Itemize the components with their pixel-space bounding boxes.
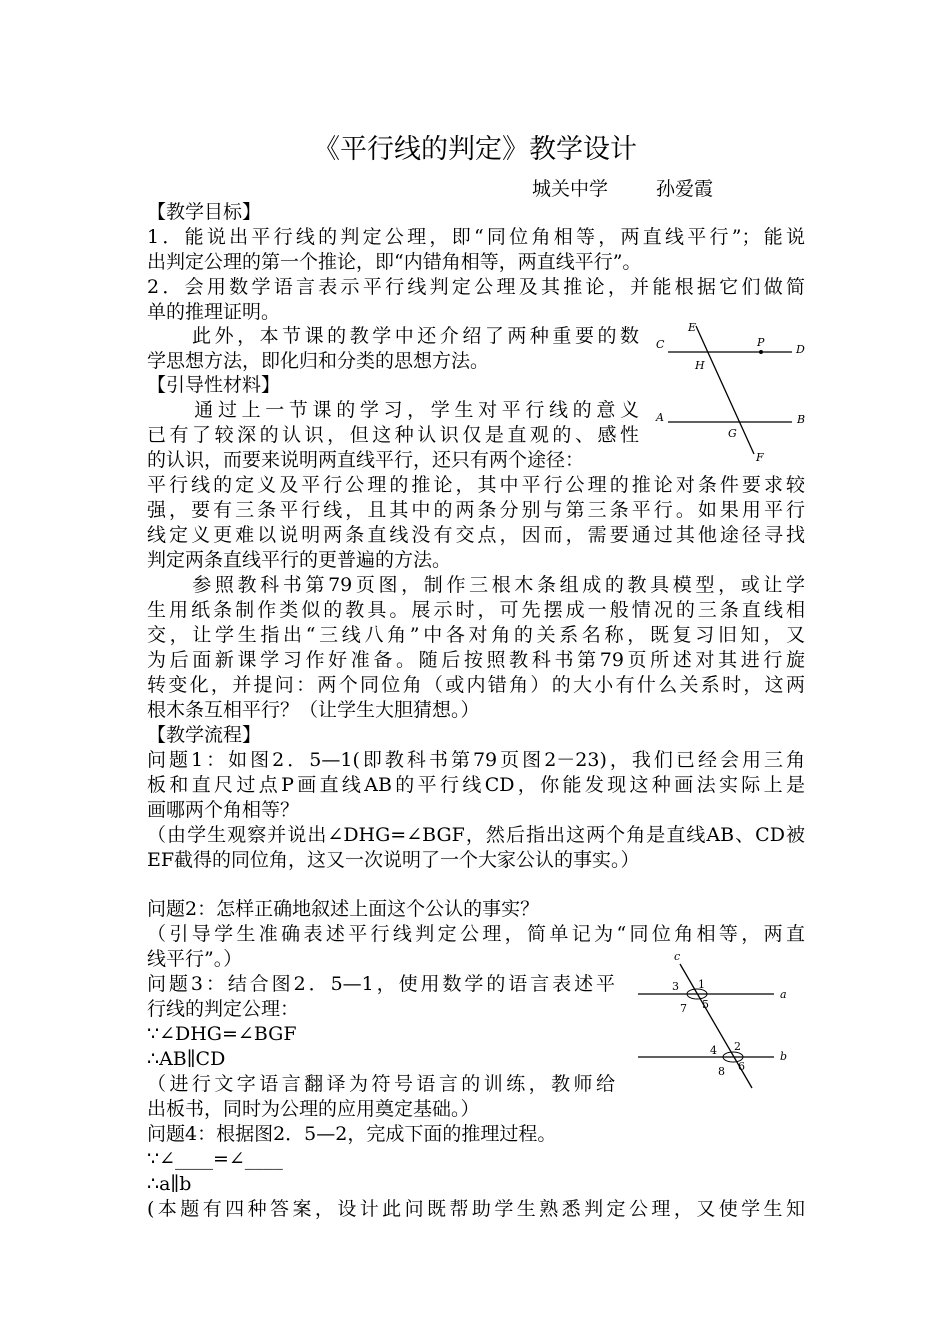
text-line: （引导学生准确表述平行线判定公理，简单记为“同位角相等，两直 [147,923,805,945]
text-line: (本题有四种答案，设计此问既帮助学生熟悉判定公理，又使学生知 [147,1198,805,1220]
angle-label-1: 1 [698,978,705,991]
text-line: 板和直尺过点P画直线AB的平行线CD，你能发现这种画法实际上是 [147,774,805,796]
angle-label-5: 5 [702,998,709,1011]
point-p [759,350,763,354]
label-e: E [688,321,697,334]
text-line: EF截得的同位角，这又一次说明了一个大家公认的事实。） [147,849,640,871]
text-line: 的认识，而要来说明两直线平行，还只有两个途径： [147,449,585,471]
label-f: F [756,451,764,464]
label-c: c [674,950,681,963]
math-line: ∵∠DHG=∠BGF [147,1023,297,1045]
text-line: 参照教科书第79页图，制作三根木条组成的教具模型，或让学 [147,574,805,596]
angle-label-2: 2 [734,1040,741,1053]
label-a: a [780,988,787,1001]
label-h: H [695,359,705,372]
label-c: C [656,338,665,351]
text-line: 问题3：结合图2．5—1，使用数学的语言表述平 [147,973,615,995]
figure-2-5-2 [634,950,794,1090]
label-p: P [757,336,765,349]
text-line: （进行文字语言翻译为符号语言的训练，教师给 [147,1073,615,1095]
text-line: 线平行”。） [147,948,243,970]
text-line: 出板书，同时为公理的应用奠定基础。） [147,1098,480,1120]
text-line: 2．会用数学语言表示平行线判定公理及其推论，并能根据它们做简 [147,276,805,298]
text-line: 学思想方法，即化归和分类的思想方法。 [147,350,490,372]
text-line: 线定义更难以说明两条直线没有交点，因而，需要通过其他途径寻找 [147,524,805,546]
text-line: 已有了较深的认识，但这种认识仅是直观的、感性 [147,424,639,446]
text-line: 画哪两个角相等？ [147,799,300,821]
text-line: 问题4：根据图2．5—2，完成下面的推理过程。 [147,1123,557,1145]
text-line: 为后面新课学习作好准备。随后按照教科书第79页所述对其进行旋 [147,649,805,671]
text-line: 此外，本节课的教学中还介绍了两种重要的数 [147,325,639,347]
label-b: b [780,1050,788,1063]
text-line: 1．能说出平行线的判定公理，即“同位角相等，两直线平行”；能说 [147,226,805,248]
text-line: 问题1：如图2．5—1(即教科书第79页图2－23)，我们已经会用三角 [147,749,805,771]
label-d: D [796,343,805,356]
label-b: B [797,413,806,426]
document-title: 《平行线的判定》教学设计 [313,134,637,165]
figure-2-5-1 [650,318,812,464]
section-heading-objectives: 【教学目标】 [147,201,262,223]
text-line: 单的推理证明。 [147,301,281,323]
label-a: A [656,411,664,424]
label-g: G [728,427,737,440]
angle-label-3: 3 [672,980,679,993]
text-line: 交，让学生指出“三线八角”中各对角的关系名称，既复习旧知，又 [147,624,805,646]
text-line: 生用纸条制作类似的教具。展示时，可先摆成一般情况的三条直线相 [147,599,805,621]
math-line: ∴AB∥CD [147,1048,226,1070]
text-line: 出判定公理的第一个推论，即“内错角相等，两直线平行”。 [147,251,642,273]
author-name: 孙爱霞 [656,178,714,200]
math-line: ∵∠____=∠____ [147,1148,283,1170]
text-line: 通过上一节课的学习，学生对平行线的意义 [147,399,639,421]
school-name: 城关中学 [532,178,609,200]
text-line: 平行线的定义及平行公理的推论，其中平行公理的推论对条件要求较 [147,474,805,496]
eight-angles-diagram [634,950,794,1090]
angle-label-4: 4 [710,1044,717,1057]
transversal-ef [696,326,754,454]
section-heading-materials: 【引导性材料】 [147,374,281,396]
text-line: 判定两条直线平行的更普遍的方法。 [147,549,452,571]
parallel-lines-diagram [650,318,812,464]
section-heading-process: 【教学流程】 [147,724,262,746]
text-line: 行线的判定公理： [147,998,300,1020]
angle-label-8: 8 [718,1065,725,1078]
author-line [532,176,713,202]
math-line: ∴a∥b [147,1173,192,1195]
angle-label-6: 6 [738,1060,745,1073]
text-line: 转变化，并提问：两个同位角（或内错角）的大小有什么关系时，这两 [147,674,805,696]
text-line: 强，要有三条平行线，且其中的两条分别与第三条平行。如果用平行 [147,499,805,521]
text-line: 问题2：怎样正确地叙述上面这个公认的事实？ [147,898,540,920]
text-line: （由学生观察并说出∠DHG=∠BGF，然后指出这两个角是直线AB、CD被 [147,824,805,846]
angle-label-7: 7 [680,1002,687,1015]
text-line: 根木条互相平行？（让学生大胆猜想。） [147,699,480,721]
